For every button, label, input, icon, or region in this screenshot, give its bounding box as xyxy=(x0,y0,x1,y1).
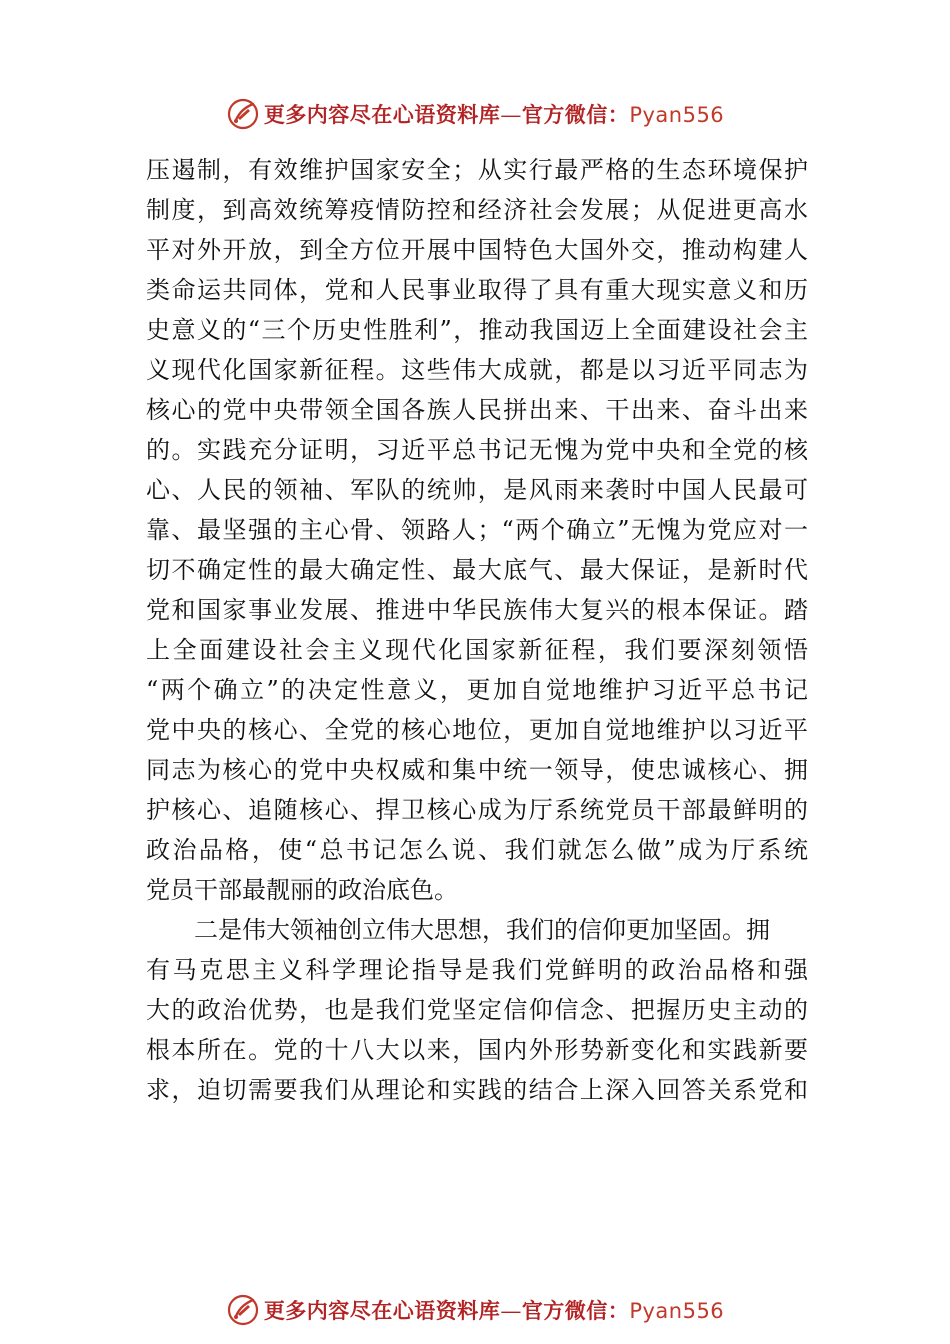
footer-banner xyxy=(0,1290,950,1330)
text-line: 政治品格，使“总书记怎么说、我们就怎么做”成为厅系统 xyxy=(146,836,808,864)
text-line: 大的政治优势，也是我们党坚定信仰信念、把握历史主动的 xyxy=(146,996,808,1024)
footer-separator: — xyxy=(500,1299,522,1323)
text-line: 压遏制，有效维护国家安全；从实行最严格的生态环境保护 xyxy=(146,156,808,184)
header-brand: 更多内容尽在心语资料库 xyxy=(263,102,501,127)
header-text xyxy=(264,99,724,129)
text-line: 求，迫切需要我们从理论和实践的结合上深入回答关系党和 xyxy=(146,1076,808,1104)
text-line: 靠、最坚强的主心骨、领路人；“两个确立”无愧为党应对一 xyxy=(146,516,808,544)
text-line: 核心的党中央带领全国各族人民拼出来、干出来、奋斗出来 xyxy=(146,396,808,424)
paragraph-start-line: 二是伟大领袖创立伟大思想，我们的信仰更加坚固。拥 xyxy=(194,916,770,944)
document-body xyxy=(146,150,808,1110)
text-line: 同志为核心的党中央权威和集中统一领导，使忠诚核心、拥 xyxy=(146,756,808,784)
footer-brand: 更多内容尽在心语资料库 xyxy=(263,1298,501,1323)
text-line: 制度，到高效统筹疫情防控和经济社会发展；从促进更高水 xyxy=(146,196,808,224)
text-line: 平对外开放，到全方位开展中国特色大国外交，推动构建人 xyxy=(146,236,808,264)
header-contact-label: 官方微信： xyxy=(521,102,630,127)
footer-contact-id: Pyan556 xyxy=(629,1299,725,1323)
text-line: 党和国家事业发展、推进中华民族伟大复兴的根本保证。踏 xyxy=(146,596,808,624)
text-line: 史意义的“三个历史性胜利”，推动我国迈上全面建设社会主 xyxy=(146,316,808,344)
footer-contact-label: 官方微信： xyxy=(521,1298,630,1323)
text-line: 的。实践充分证明，习近平总书记无愧为党中央和全党的核 xyxy=(146,436,808,464)
paragraph-end-line: 党员干部最靓丽的政治底色。 xyxy=(146,876,458,904)
footer-text xyxy=(264,1295,724,1325)
brand-logo-icon xyxy=(226,1293,260,1327)
text-line: 党中央的核心、全党的核心地位，更加自觉地维护以习近平 xyxy=(146,716,808,744)
text-line: 护核心、追随核心、捍卫核心成为厅系统党员干部最鲜明的 xyxy=(146,796,808,824)
text-line: 义现代化国家新征程。这些伟大成就，都是以习近平同志为 xyxy=(146,356,808,384)
text-line: 根本所在。党的十八大以来，国内外形势新变化和实践新要 xyxy=(146,1036,808,1064)
text-line: 有马克思主义科学理论指导是我们党鲜明的政治品格和强 xyxy=(146,956,808,984)
header-contact-id: Pyan556 xyxy=(629,103,725,127)
brand-logo-icon xyxy=(226,97,260,131)
header-banner xyxy=(0,94,950,134)
text-line: “两个确立”的决定性意义，更加自觉地维护习近平总书记 xyxy=(146,676,808,704)
header-separator: — xyxy=(500,103,522,127)
text-line: 切不确定性的最大确定性、最大底气、最大保证，是新时代 xyxy=(146,556,808,584)
text-line: 上全面建设社会主义现代化国家新征程，我们要深刻领悟 xyxy=(146,636,808,664)
text-line: 类命运共同体，党和人民事业取得了具有重大现实意义和历 xyxy=(146,276,808,304)
text-line: 心、人民的领袖、军队的统帅，是风雨来袭时中国人民最可 xyxy=(146,476,808,504)
